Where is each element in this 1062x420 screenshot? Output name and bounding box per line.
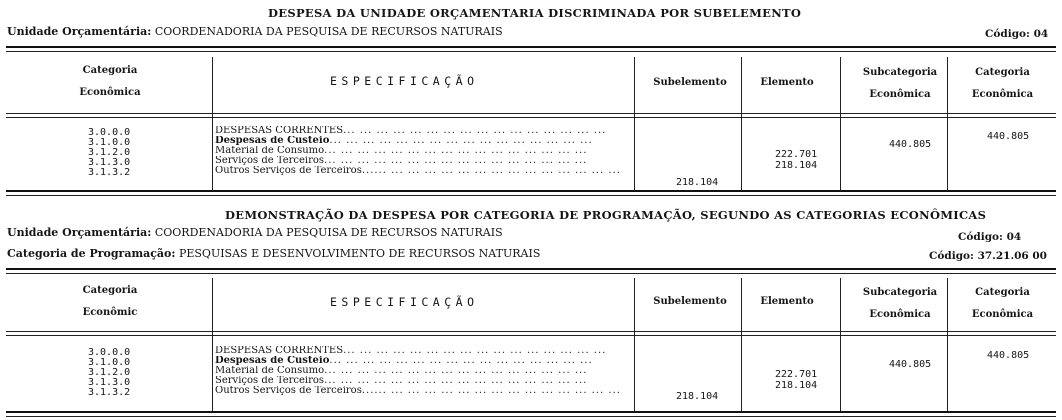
header-subcategoria-line2: Econômica xyxy=(869,89,931,100)
programacao-label: Categoria de Programação: xyxy=(7,247,176,260)
subelemento-value: 218.104 xyxy=(676,177,719,188)
header-categoria-2 xyxy=(955,282,1050,326)
description-text: Serviços de Terceiros xyxy=(215,376,325,386)
description-row xyxy=(215,346,625,356)
code-cell: 3.1.3.0 xyxy=(88,377,131,388)
codes-column xyxy=(88,128,130,178)
description-text: Material de Consumo xyxy=(215,146,325,156)
description-text: Despesas de Custeio xyxy=(215,356,330,366)
description-text: Serviços de Terceiros xyxy=(215,156,325,166)
header-subcategoria-line1: Subcategoria xyxy=(862,287,938,298)
header-categoria xyxy=(60,280,160,324)
description-row xyxy=(215,356,625,366)
header-categoria-line2: Econômic xyxy=(82,307,138,318)
col-divider xyxy=(840,57,841,190)
code-cell: 3.1.0.0 xyxy=(88,357,131,368)
header-rule-2 xyxy=(6,117,1056,118)
header-especificacao: ESPECIFICAÇÃO xyxy=(330,74,479,88)
programacao-line xyxy=(7,247,540,260)
section-2-title: DEMONSTRAÇÃO DA DESPESA POR CATEGORIA DE PROGRAMAÇÃO, SEGUNDO AS CATEGORIAS ECONÔMICAS xyxy=(225,208,987,222)
header-subcategoria xyxy=(850,62,950,106)
description-row xyxy=(215,126,625,136)
col-divider xyxy=(634,57,635,190)
unidade-line xyxy=(7,25,503,38)
description-text: Material de Consumo xyxy=(215,366,325,376)
categoria-value: 440.805 xyxy=(987,350,1030,361)
table-bottom-rule xyxy=(6,411,1056,413)
subcategoria-value: 440.805 xyxy=(889,139,932,150)
header-categoria-2-line1: Categoria xyxy=(975,287,1030,298)
header-rule-2 xyxy=(6,335,1056,336)
table-top-rule xyxy=(6,268,1056,270)
code-cell: 3.1.2.0 xyxy=(88,147,131,158)
leader-dots: ...... ... ... ... ... ... ... ... ... ... ... ... ... ... ... xyxy=(361,386,621,396)
section-1-title: DESPESA DA UNIDADE ORÇAMENTARIA DISCRIMINADA POR SUBELEMENTO xyxy=(268,6,802,20)
header-subcategoria-line2: Econômica xyxy=(869,309,931,320)
header-categoria-2-line1: Categoria xyxy=(975,67,1030,78)
table-top-rule xyxy=(6,46,1056,48)
col-divider xyxy=(741,278,742,411)
leader-dots: ... ... ... ... ... ... ... ... ... ... ... ... ... ... ... ... xyxy=(343,346,607,356)
code-cell: 3.1.3.0 xyxy=(88,157,131,168)
description-row xyxy=(215,376,625,386)
header-subelemento: Subelemento xyxy=(653,77,727,88)
description-row xyxy=(215,366,625,376)
unidade-label: Unidade Orçamentária: xyxy=(7,226,152,239)
unidade-value: COORDENADORIA DA PESQUISA DE RECURSOS NATURAIS xyxy=(154,226,503,239)
table-bottom-rule-thin xyxy=(6,416,1056,417)
header-categoria-line2: Econômica xyxy=(79,87,141,98)
header-rule-1 xyxy=(6,331,1056,332)
code-cell: 3.1.3.2 xyxy=(88,387,131,398)
elemento-value: 218.104 xyxy=(775,380,818,391)
leader-dots: ... ... ... ... ... ... ... ... ... ... ... ... ... ... ... ... xyxy=(329,356,593,366)
header-elemento: Elemento xyxy=(760,77,814,88)
col-divider xyxy=(212,278,213,411)
col-divider xyxy=(840,278,841,411)
leader-dots: ... ... ... ... ... ... ... ... ... ... ... ... ... ... ... ... xyxy=(324,156,588,166)
description-text: Outros Serviços de Terceiros xyxy=(215,386,362,396)
description-text: Outros Serviços de Terceiros xyxy=(215,166,362,176)
col-divider xyxy=(634,278,635,411)
description-row xyxy=(215,166,625,176)
leader-dots: ... ... ... ... ... ... ... ... ... ... ... ... ... ... ... ... xyxy=(329,136,593,146)
table-bottom-rule xyxy=(6,190,1056,192)
description-text: DESPESAS CORRENTES xyxy=(215,346,344,356)
elemento-value: 218.104 xyxy=(775,160,818,171)
description-text: DESPESAS CORRENTES xyxy=(215,126,344,136)
unidade-label: Unidade Orçamentária: xyxy=(7,25,152,38)
categoria-value: 440.805 xyxy=(987,131,1030,142)
code-cell: 3.1.0.0 xyxy=(88,137,131,148)
description-row xyxy=(215,156,625,166)
code-cell: 3.0.0.0 xyxy=(88,127,131,138)
unidade-line xyxy=(7,226,503,239)
descriptions-column xyxy=(215,346,625,396)
col-divider xyxy=(947,278,948,411)
table-bottom-rule-thin xyxy=(6,195,1056,196)
subelemento-value: 218.104 xyxy=(676,391,719,402)
unidade-value: COORDENADORIA DA PESQUISA DE RECURSOS NATURAIS xyxy=(154,25,503,38)
header-categoria-2-line2: Econômica xyxy=(971,309,1034,320)
leader-dots: ... ... ... ... ... ... ... ... ... ... ... ... ... ... ... ... xyxy=(343,126,607,136)
header-subelemento: Subelemento xyxy=(653,296,727,307)
description-row xyxy=(215,386,625,396)
table-top-rule-thin xyxy=(6,273,1056,274)
table-top-rule-thin xyxy=(6,51,1056,52)
header-categoria-line1: Categoria xyxy=(82,65,138,76)
codigo-value: Código: 04 xyxy=(985,28,1049,40)
description-text: Despesas de Custeio xyxy=(215,136,330,146)
code-cell: 3.1.2.0 xyxy=(88,367,131,378)
leader-dots: ... ... ... ... ... ... ... ... ... ... ... ... ... ... ... ... xyxy=(324,146,588,156)
descriptions-column xyxy=(215,126,625,176)
description-row xyxy=(215,136,625,146)
header-elemento: Elemento xyxy=(760,296,814,307)
codigo-value: Código: 04 xyxy=(958,231,1022,243)
header-subcategoria xyxy=(850,282,950,326)
leader-dots: ... ... ... ... ... ... ... ... ... ... ... ... ... ... ... ... xyxy=(324,376,588,386)
header-especificacao: ESPECIFICAÇÃO xyxy=(330,295,479,309)
elemento-value: 222.701 xyxy=(775,369,818,380)
elemento-value: 222.701 xyxy=(775,149,818,160)
header-categoria-line1: Categoria xyxy=(82,285,138,296)
codigo-programacao-value: Código: 37.21.06 00 xyxy=(929,250,1047,262)
header-categoria xyxy=(60,60,160,104)
col-divider xyxy=(212,57,213,190)
col-divider xyxy=(741,57,742,190)
subcategoria-value: 440.805 xyxy=(889,359,932,370)
code-cell: 3.0.0.0 xyxy=(88,347,131,358)
col-divider xyxy=(947,57,948,190)
header-rule-1 xyxy=(6,113,1056,114)
header-categoria-2 xyxy=(955,62,1050,106)
leader-dots: ... ... ... ... ... ... ... ... ... ... ... ... ... ... ... ... xyxy=(324,366,588,376)
header-categoria-2-line2: Econômica xyxy=(971,89,1034,100)
code-cell: 3.1.3.2 xyxy=(88,167,131,178)
leader-dots: ...... ... ... ... ... ... ... ... ... ... ... ... ... ... ... xyxy=(361,166,621,176)
description-row xyxy=(215,146,625,156)
header-subcategoria-line1: Subcategoria xyxy=(862,67,938,78)
codes-column xyxy=(88,348,130,398)
programacao-value: PESQUISAS E DESENVOLVIMENTO DE RECURSOS NATURAIS xyxy=(178,247,541,260)
